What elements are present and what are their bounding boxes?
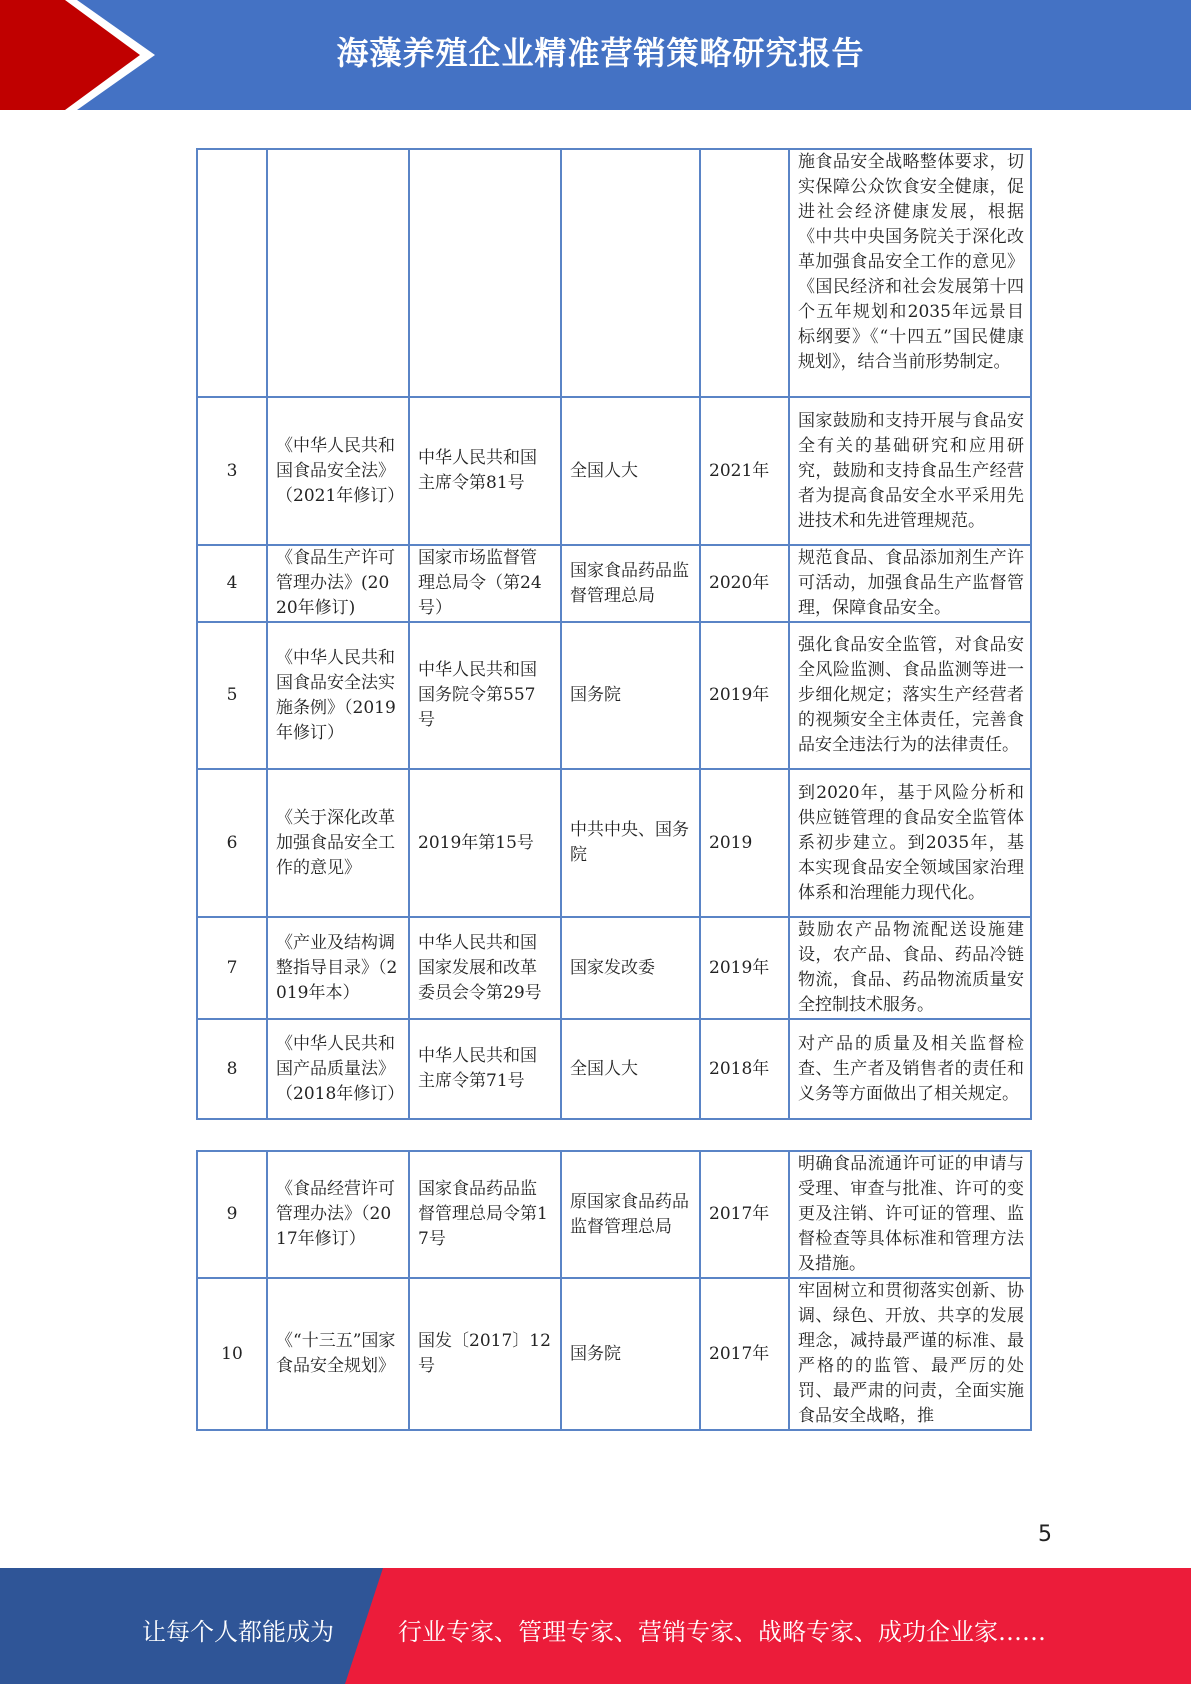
main-content: 施食品安全战略整体要求，切实保障公众饮食安全健康，促进社会经济健康发展，根据《中共中央国务院关于深化改革加强食品安全工作的意见》《国民经济和社会发展第十四个五年规划和2035年远景目标纲要》《“十四五”国民健康规划》，结合当前形势制定。 — [789, 149, 1031, 397]
issue-year: 2021年 — [700, 397, 789, 545]
row-number: 4 — [197, 545, 267, 622]
regulation-name: 《“十三五”国家食品安全规划》 — [267, 1278, 409, 1430]
row-number: 6 — [197, 769, 267, 917]
row-number — [197, 149, 267, 397]
issuing-authority: 国家食品药品监督管理总局 — [561, 545, 700, 622]
regulation-name: 《产业及结构调整指导目录》（2019年本） — [267, 917, 409, 1019]
row-number: 8 — [197, 1019, 267, 1119]
document-number: 国家市场监督管理总局令（第24号） — [409, 545, 561, 622]
issue-year: 2019年 — [700, 917, 789, 1019]
main-content: 国家鼓励和支持开展与食品安全有关的基础研究和应用研究，鼓励和支持食品生产经营者为提高食品安全水平采用先进技术和先进管理规范。 — [789, 397, 1031, 545]
regulation-name — [267, 149, 409, 397]
main-content: 对产品的质量及相关监督检查、生产者及销售者的责任和义务等方面做出了相关规定。 — [789, 1019, 1031, 1119]
page-header — [0, 0, 1191, 110]
main-content: 鼓励农产品物流配送设施建设，农产品、食品、药品冷链物流，食品、药品物流质量安全控制技术服务。 — [789, 917, 1031, 1019]
page-title: 海藻养殖企业精准营销策略研究报告 — [336, 34, 865, 72]
issuing-authority: 中共中央、国务院 — [561, 769, 700, 917]
main-content: 明确食品流通许可证的申请与受理、审查与批准、许可的变更及注销、许可证的管理、监督检查等具体标准和管理方法及措施。 — [789, 1151, 1031, 1278]
issue-year — [700, 149, 789, 397]
table-row — [197, 1151, 1031, 1278]
main-content: 牢固树立和贯彻落实创新、协调、绿色、开放、共享的发展理念，减持最严谨的标准、最严格的的监管、最严厉的处罚、最严肃的问责，全面实施食品安全战略，推 — [789, 1278, 1031, 1430]
issuing-authority: 全国人大 — [561, 1019, 700, 1119]
issuing-authority — [561, 149, 700, 397]
regulation-name: 《中华人民共和国食品安全法》（2021年修订） — [267, 397, 409, 545]
footer-slogan-left: 让每个人都能成为 — [142, 1618, 334, 1646]
page-footer — [0, 1568, 1191, 1684]
table-row — [197, 917, 1031, 1019]
main-content: 到2020年，基于风险分析和供应链管理的食品安全监管体系初步建立。到2035年，基本实现食品安全领域国家治理体系和治理能力现代化。 — [789, 769, 1031, 917]
document-number: 国发〔2017〕12号 — [409, 1278, 561, 1430]
table-row — [197, 769, 1031, 917]
issue-year: 2019 — [700, 769, 789, 917]
main-content: 规范食品、食品添加剂生产许可活动，加强食品生产监督管理，保障食品安全。 — [789, 545, 1031, 622]
regulation-name: 《食品经营许可管理办法》（2017年修订） — [267, 1151, 409, 1278]
row-number: 9 — [197, 1151, 267, 1278]
regulation-name: 《中华人民共和国产品质量法》（2018年修订） — [267, 1019, 409, 1119]
issuing-authority: 国家发改委 — [561, 917, 700, 1019]
row-number: 3 — [197, 397, 267, 545]
table-row — [197, 397, 1031, 545]
issue-year: 2018年 — [700, 1019, 789, 1119]
table-row — [197, 149, 1031, 397]
issuing-authority: 全国人大 — [561, 397, 700, 545]
document-number: 中华人民共和国主席令第81号 — [409, 397, 561, 545]
regulations-table-part1 — [196, 148, 1032, 1120]
issue-year: 2019年 — [700, 622, 789, 769]
document-number: 中华人民共和国主席令第71号 — [409, 1019, 561, 1119]
table-row — [197, 622, 1031, 769]
issuing-authority: 国务院 — [561, 1278, 700, 1430]
issue-year: 2017年 — [700, 1151, 789, 1278]
document-number: 中华人民共和国国家发展和改革委员会令第29号 — [409, 917, 561, 1019]
issuing-authority: 原国家食品药品监督管理总局 — [561, 1151, 700, 1278]
row-number: 10 — [197, 1278, 267, 1430]
page-number: 5 — [1038, 1522, 1052, 1547]
issue-year: 2020年 — [700, 545, 789, 622]
document-number: 2019年第15号 — [409, 769, 561, 917]
issuing-authority: 国务院 — [561, 622, 700, 769]
table-row — [197, 1278, 1031, 1430]
header-red-arrow — [0, 0, 150, 110]
regulations-table-part2 — [196, 1150, 1032, 1431]
regulation-name: 《食品生产许可管理办法》(2020年修订) — [267, 545, 409, 622]
main-content: 强化食品安全监管，对食品安全风险监测、食品监测等进一步细化规定；落实生产经营者的视频安全主体责任，完善食品安全违法行为的法律责任。 — [789, 622, 1031, 769]
regulation-name: 《中华人民共和国食品安全法实施条例》（2019年修订） — [267, 622, 409, 769]
regulation-name: 《关于深化改革加强食品安全工作的意见》 — [267, 769, 409, 917]
table-row — [197, 1019, 1031, 1119]
row-number: 7 — [197, 917, 267, 1019]
footer-slogan-right: 行业专家、管理专家、营销专家、战略专家、成功企业家…… — [398, 1618, 1046, 1646]
document-number: 国家食品药品监督管理总局令第17号 — [409, 1151, 561, 1278]
row-number: 5 — [197, 622, 267, 769]
document-number — [409, 149, 561, 397]
table-row — [197, 545, 1031, 622]
document-number: 中华人民共和国国务院令第557号 — [409, 622, 561, 769]
issue-year: 2017年 — [700, 1278, 789, 1430]
